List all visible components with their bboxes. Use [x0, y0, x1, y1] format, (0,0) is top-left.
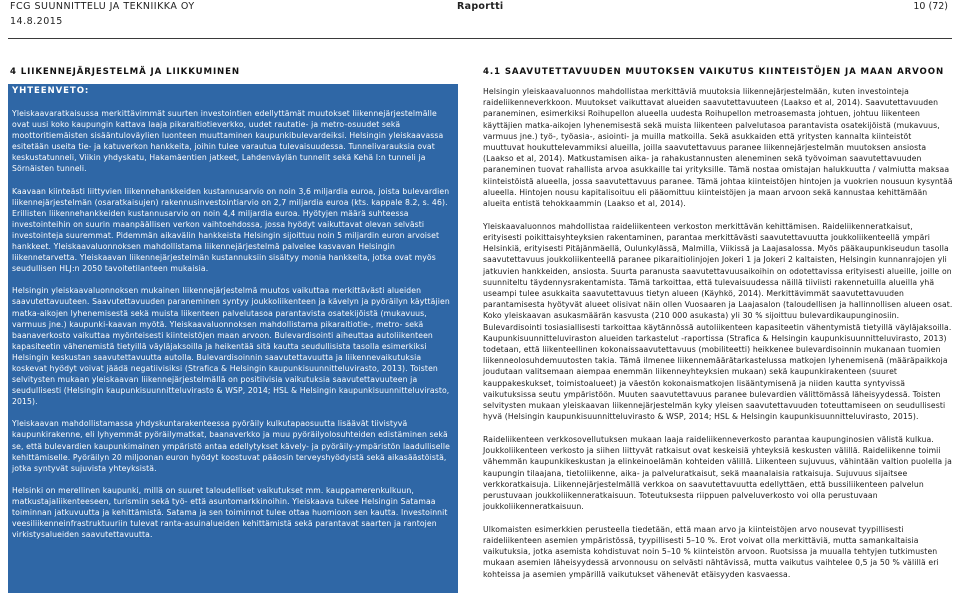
- summary-box-title: YHTEENVETO:: [12, 86, 90, 96]
- page-header: [0, 0, 960, 40]
- header-date: 14.8.2015: [10, 16, 63, 27]
- right-column-body: [483, 86, 953, 591]
- summary-box: [8, 84, 458, 593]
- summary-paragraph: Yleiskaavan mahdollistamassa yhdyskuntarakenteessa pyöräily kulkutapaosuutta lisäävät tiivistyvä kaupunkirakenne, eli lyhyemmät pyöräilymatkat, baanaverkko ja muu pyöräilyolosuhteiden edistäminen sekä se, että bulevardien kaupunkimainen ympäristö antaa edellytykset kävely- ja pyöräily-ympäristön laadulliselle kehittämiselle. Pyöräilyn 20 miljoonan euron hyödyt koostuvat pääosin terveyshyödyistä sekä aikasäästöistä, jotka syntyvät sujuvista yhteyksistä.: [12, 419, 450, 473]
- summary-paragraph: Yleiskaavaratkaisussa merkittävimmät suurten investointien edellyttämät muutokset liikennejärjestelmälle ovat uusi koko kaupungin kattava laaja pikaraitiotieverkko, uudet rautatie- ja metro-osuudet sekä moottoritiemäisten sisääntuloväylien luonteen muuttaminen kaupunkibulevardeiksi. Helsingin yleiskaavassa esitetään useita tie- ja katuverkon hankkeita, joihin tulee varautua tulevaisuudessa. Tunnelivarauksia ovat keskustatunneli, Viikin yhdyskatu, Hakamäentien jatkeet, Lahdenväylän tunnelit sekä Kehä I:n tunneli ja Sörnäisten tunneli.: [12, 109, 444, 174]
- section-heading-4-1: 4.1 SAAVUTETTAVUUDEN MUUTOKSEN VAIKUTUS KIINTEISTÖJEN JA MAAN ARVOON: [483, 67, 945, 77]
- body-paragraph: Yleiskaavaluonnos mahdollistaa raideliikenteen verkoston merkittävän kehittämisen. Raideliikenneratkaisut, erityisesti poikittaisyhteyksien rakentaminen, parantaa merkittävästi saavutettavuutta joukkoliikenteellä ympäri Helsinkiä, erityisesti Pitäjänmäellä, Oulunkylässä, Malmilla, Viikissä ja Laajasalossa. Myös pääkaupunkiseudun tasolla saavutettavuus joukkoliikenteellä paranee pikaraitiolinjojen Jokeri 1 ja Jokeri 2 kaltaisten, Helsingin kunnanrajojen yli jatkuvien hankkeiden, ansiosta. Suurta paranusta saavutettavuusaikoihin on odotettavissa erityisesti alueille, joille on suunniteltu täydennysrakentamista. Tämä tarkoittaa, että tulevaisuudessa näillä tiiviisti rakennetuilla alueilla yhä useampi tulee asukkaita saavutettavuus tietyn alueen (Käyhkö, 2014). Merkittävimmät saavutettavuuden parantamisesta hyötyvät alueet olisivat näin ollen Vuosaaren ja Laajasalon (taloudellisen ja hallinnollisen alueen osat. Koko yleiskaavan asukasmäärän kasvusta (210 000 asukasta) yli 30 % sijoittuu bulevardikaupunginosiin. Bulevardisointi tosiasiallisesti tarkoittaa käytännössä autoliikenteen kapasiteetin vähentymistä tietyillä väyläjaksoilla. Kaupunkisuunnitteluviraston alueiden tarkastelut -raportissa (Strafica & Helsingin kaupunkisuunnitteluvirasto, 2013) todetaan, että liikenteellinen kokonaissaavutettavuus (mobiliteetti) heikkenee bulevardisoinnin mukanaan tuomien liikenneolosuhdemuutosten takia. Tämä ilmenee liikennemäärätarkastelussa matkojen lyhenemisenä (määräpaikkoja joudutaan valitsemaan aiempaa enemmän liikenneyhteyksien mukaan) sekä kaupunkirakenteen (suuret kauppakeskukset, toimistoalueet) ja väestön kokonaismatkojen lisääntymisenä ja niiden kautta syntyvissä vaikutuksissa seutu ympäristöön. Muuten saavutettavuus paranee bulevardien välittömässä läheisyydessä. Toisten selvitysten mukaan yleiskaavan liikennejärjestelmän kyky yleisen saavutettavuuden toteuttamiseen on seudullisesti hyvä (Helsingin kaupunkisuunnitteluvirasto & WSP, 2014; HSL & Helsingin kaupunkisuunnitteluvirasto, 2015).: [483, 221, 953, 422]
- header-organization: FCG SUUNNITTELU JA TEKNIIKKA OY: [10, 1, 195, 12]
- header-page-number: 10 (72): [913, 1, 948, 12]
- summary-box-body: [12, 108, 452, 551]
- summary-paragraph: Kaavaan kiinteästi liittyvien liikennehankkeiden kustannusarvio on noin 3,6 miljardia euroa, joista bulevardien liikennejärjestelmän (osaratkaisujen) rakennusinvestointiarvio on 2,7 miljardia euroa (kts. kappale 8.2, s. 46). Erillisten liikennehankkeiden kustannusarvio on noin 4,4 miljardia euroa. Hyötyjen määrä suhteessa investointeihin on suurin maanpäällisen verkon vaihtoehdossa, jossa hyödyt vaikuttavat olevan selvästi investointeja suuremmat. Pidemmän aikavälin hankkeista Helsingin sijoittuu noin 5 miljardin euron arvoiset hankkeet. Yleiskaavaluonnoksen mahdollistama liikennejärjestelmä palvelee kasvavan Helsingin liikennetarvetta. Yleiskaavan liikennejärjestelmän kustannuksiin sisältyy monia hankkeita, jotka ovat myös seudullisen HLJ:n 2050 tavoitetilanteen mukaisia.: [12, 186, 450, 274]
- section-heading-4: 4 LIIKENNEJÄRJESTELMÄ JA LIIKKUMINEN: [10, 67, 241, 77]
- header-divider: [8, 38, 952, 39]
- body-paragraph: Ulkomaisten esimerkkien perusteella tiedetään, että maan arvo ja kiinteistöjen arvo nousevat tyypillisesti raideliikenteen asemien ympäristössä, tyypillisesti 5–10 %. Erot voivat olla merkittäviä, mutta samankaltaisia vaikutuksia, jotka asemista kohdistuvat noin 5–10 % kiinteistön arvoon. Ruotsissa ja muualla tehtyjen tutkimusten mukaan asemien läheisyydessä arvonnousu on selvästi nähtävissä, mutta vaikutus vaihtelee 0,5 ja 50 % välillä eri kohteissa ja asemien ympärillä vaikutukset vähenevät etäisyyden kasvaessa.: [483, 524, 939, 579]
- body-paragraph: Raideliikenteen verkkosovellutuksen mukaan laaja raideliikenneverkosto parantaa kaupunginosien välistä kulkua. Joukkoliikenteen verkosto ja siihen liittyvät ratkaisut ovat keskeisiä yhteyksiä keskusten välillä. Raideliikenne toimii vähemmän kaupunkikeskustan ja elinkeinoelämän kohteiden välillä. Liikenteen sujuvuus, vähintään valtion puolella ja kaupungin tilaajana, tietoliikenne, aika- ja palveluratkaisut, sekä maanalaisia ratkaisuja. Sujuvuus sijaitsee verkkoratkaisuja. Liikennejärjestelmällä verkkoa on saavutettavuutta edellyttäen, että bussiliikenteen palvelun perustuvaan joukkoliikenneratkaisuun. Toteutuksesta riippuen palveluverkosto voi olla perustuvaan joukkoliikenneratkaisuun.: [483, 434, 952, 512]
- body-paragraph: Helsingin yleiskaavaluonnos mahdollistaa merkittäviä muutoksia liikennejärjestelmään, kuten investointeja raideliikenneverkkoon. Muutokset vaikuttavat alueiden saavutettavuuteen (Laakso et al, 2014). Saavutettavuuden paraneminen, esimerkiksi Roihupellon alueella uudesta Roihupellon metroasemasta johtuen, johtuu liikenteen käyttäjien matka-aikojen lyhenemisestä sekä muista liikenteen palvelutasoa parantavista osatekijöistä (mukavuus, varmuus jne.) työ-, työasia-, asiointi- ja muilla matkoilla. Sekä asukkaiden että yritysten kannalta kiinteistöt muuttuvat houkuttelevammiksi alueilla, joilla saavutettavuus paranee liikennejärjestelmän muutoksen ansiosta (Laakso et al, 2014). Matkustamisen aika- ja rahakustannusten aleneminen sekä työvoiman saavutettavuuden paraneminen tuovat rahallista arvoa asukkaille tai yrityksille. Tämä nostaa omistajan halukkuutta / valmiutta maksaa kiinteistöistä alueella, jossa saavutettavuus paranee. Tämä johtaa kiinteistöjen hintojen ja vuokrien nousuun kysyntää alueella. Hintojen nousu kapitalisoituu eli pääomittuu kiinteistöjen ja maan arvoon sekä kannustaa kehittämään alueita entistä tehokkaammin (Laakso et al, 2014).: [483, 87, 953, 209]
- header-doc-type: Raportti: [457, 1, 504, 12]
- summary-paragraph: Helsingin yleiskaavaluonnoksen mukainen liikennejärjestelmä muutos vaikuttaa merkittävästi alueiden saavutettavuuteen. Saavutettavuuden paraneminen syntyy joukkoliikenteen ja kävelyn ja pyöräilyn käyttäjien matka-aikojen lyhenemisestä sekä muista liikenteen palvelutasoa parantavista osatekijöistä (mukavuus, varmuus jne.) kaupunki-kaavan myötä. Yleiskaavaluonnoksen mahdollistama pikaraitiotie-, metro- sekä baanaverkosto vaikuttaa myönteisesti kiinteistöjen maan arvoon. Bulevardisointi aiheuttaa autoliikenteen kapasiteetin vähenemistä tietyillä väyläjaksoilla ja heikentää sitä kautta seudullisista tasolla esimerkiksi Helsingin keskustan saavutettavuutta autolla. Bulevardisoinnin saavutettavuutta ja liikennevaikutuksia koskevat hyödyt voivat jäädä negatiivisiksi (Strafica & Helsingin kaupunkisuunnitteluvirasto, 2013). Toisten selvitysten mukaan yleiskaavan liikennejärjestelmällä on positiivisia vaikutuksia saavutettavuuteen ja seudullisesti (Helsingin kaupunkisuunnitteluvirasto & WSP, 2014; HSL & Helsingin kaupunkisuunnitteluvirasto, 2015).: [12, 286, 450, 407]
- summary-paragraph: Helsinki on merellinen kaupunki, millä on suuret taloudelliset vaikutukset mm. kauppamerenkulkuun, matkustajaliikenteeseen, turismiin sekä työ- että asuntomarkkinoihin. Yleiskaava tukee Helsingin Satamaa toiminnan jatkuvuutta ja kehittämistä. Satama ja sen toiminnot tulee ottaa huomioon sen kautta. Investoinnit veesiliikenneinfrastruktuuriin tulevat ranta-asuinalueiden kehittämistä sekä parantavat saarten ja rantojen virkistysalueiden saavutettavuutta.: [12, 485, 448, 540]
